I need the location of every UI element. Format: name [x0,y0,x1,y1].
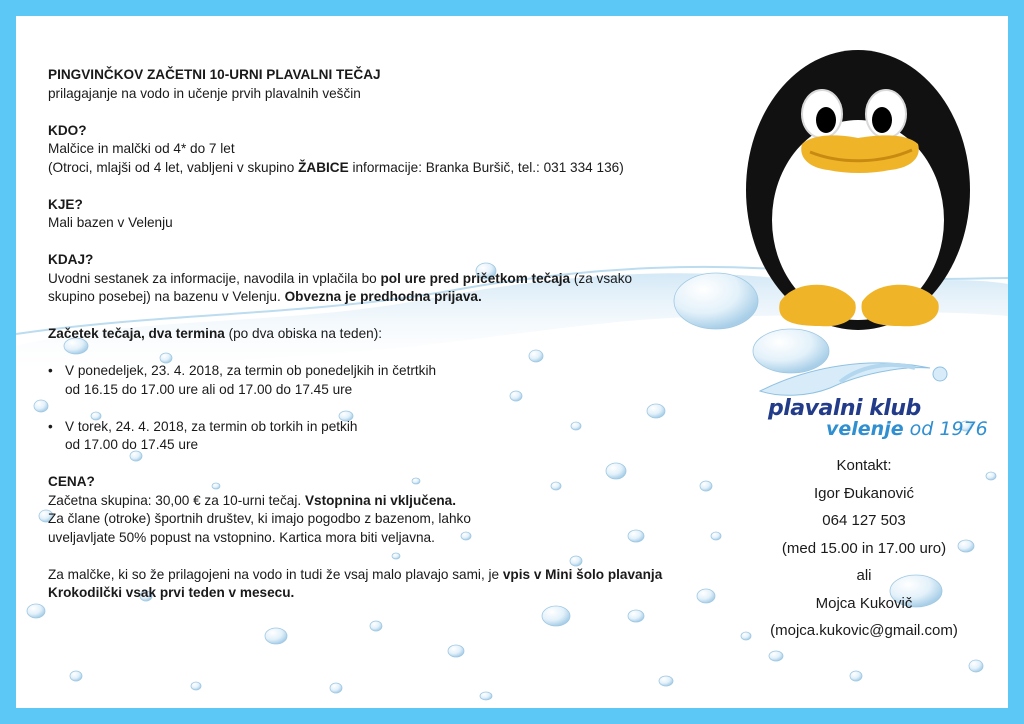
course-info [48,66,668,603]
logo-line2: velenje od 1976 [826,418,988,440]
where-line1: Mali bazen v Velenju [48,215,173,230]
price-line2: Za člane (otroke) športnih društev, ki imajo pogodbo z bazenom, lahko uveljavljate 50% popust na vstopnino. Kartica mora biti veljavna. [48,511,471,545]
contact-name-2: Mojca Kukovič [815,594,913,612]
when-heading: KDAJ? [48,252,94,267]
who-heading: KDO? [48,122,87,138]
contact-phone: 064 127 503 [822,512,906,529]
zabice-group: ŽABICE [298,159,349,175]
contact-hours: (med 15.00 in 17.00 uro) [781,539,947,557]
term-item: • V ponedeljek, 23. 4. 2018, za termin ob ponedeljkih in četrtkih od 16.15 do 17.00 ure ali od 17.00 do 17.45 ure [48,362,668,399]
price-heading: CENA? [48,474,95,489]
contact-email: (mojca.kukovic@gmail.com) [770,622,958,639]
course-title: PINGVINČKOV ZAČETNI 10-URNI PLAVALNI TEČAJ [48,67,381,82]
price-line1: Začetna skupina: 30,00 € za 10-urni tečaj. Vstopnina ni vključena. [48,492,457,508]
penguin-illustration [740,40,980,340]
who-line1: Malčice in malčki od 4* do 7 let [48,141,235,156]
logo-line1: plavalni klub [768,396,921,421]
mini-school-text: Za malčke, ki so že prilagojeni na vodo in tudi že vsaj malo plavajo sami, je vpis v Mini šolo plavanja Krokodilčki vsak prvi teden v mesecu. [48,566,663,600]
contact-name-1: Igor Đukanović [813,484,915,502]
course-subtitle: prilagajanje na vodo in učenje prvih plavalnih veščin [48,85,361,101]
when-text: Uvodni sestanek za informacije, navodila in vplačila bo pol ure pred pričetkom tečaja (za vsako skupino posebej) na bazenu v Velenju. Obvezna je predhodna prijava. [48,270,633,304]
flyer-page [16,16,1008,708]
club-logo [740,346,990,446]
contact-block [740,452,988,645]
contact-label: Kontakt: [836,457,892,474]
term-list [48,362,668,455]
start-heading: Začetek tečaja, dva termina (po dva obiska na teden): [48,326,382,341]
who-line2: (Otroci, mlajši od 4 let, vabljeni v skupino ŽABICE informacije: Branka Buršič, tel.: 031 334 136) [48,159,624,175]
contact-or: ali [856,567,872,584]
term-item: • V torek, 24. 4. 2018, za termin ob torkih in petkih od 17.00 do 17.45 ure [48,418,668,455]
where-heading: KJE? [48,196,83,212]
